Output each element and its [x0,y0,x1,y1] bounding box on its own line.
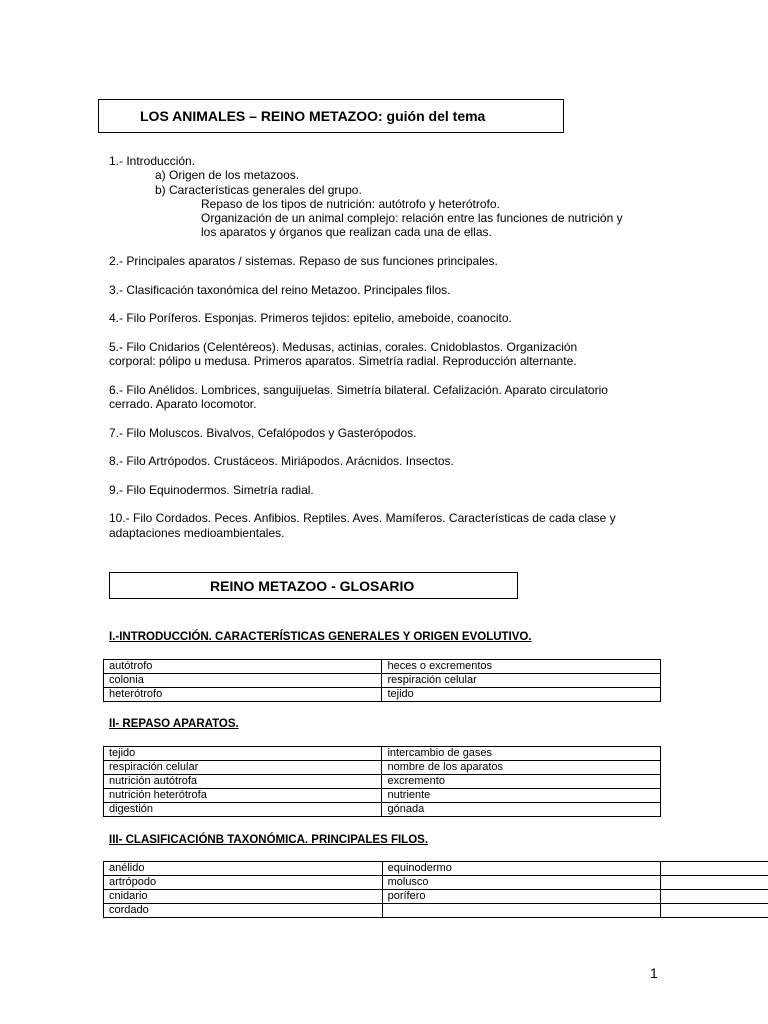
table-cell: tejido [104,747,382,761]
section-heading: I.-INTRODUCCIÓN. CARACTERÍSTICAS GENERALES Y ORIGEN EVOLUTIVO. [109,631,532,643]
glossary-title-box [109,572,518,599]
outline-item-continued: cerrado. Aparato locomotor. [109,397,257,412]
table-row [104,747,661,761]
table-row [104,688,661,702]
outline-item: 5.- Filo Cnidarios (Celentéreos). Medusas, actinias, corales. Cnidoblastos. Organización [109,339,578,354]
outline-subitem: los aparatos y órganos que realizan cada una de ellas. [201,225,492,240]
outline-item: 4.- Filo Poríferos. Esponjas. Primeros tejidos: epitelio, ameboide, coanocito. [109,311,512,326]
outline-item-continued: adaptaciones medioambientales. [109,525,285,540]
table-row [104,876,768,890]
outline-item: 6.- Filo Anélidos. Lombrices, sanguijuelas. Simetría bilateral. Cefalización. Aparato circulatorio [109,382,608,397]
outline-subitem: Repaso de los tipos de nutrición: autótrofo y heterótrofo. [201,196,500,211]
table-cell: cnidario [104,890,383,904]
table-cell: intercambio de gases [382,747,661,761]
table-cell: nutrición autótrofa [104,775,382,789]
table-cell: porífero [382,890,661,904]
outline-subitem: b) Características generales del grupo. [155,182,362,197]
table-row [104,862,768,876]
document-title: LOS ANIMALES – REINO METAZOO: guión del tema [140,108,486,124]
glossary-table [103,746,661,817]
table-cell: nutriente [382,789,661,803]
table-cell: heces o excrementos [382,660,661,674]
table-cell [382,904,661,918]
outline-item-continued: corporal: pólipo u medusa. Primeros aparatos. Simetría radial. Reproducción alternante. [109,354,577,369]
table-cell: digestión [104,803,382,817]
table-cell [661,876,768,890]
outline-item: 3.- Clasificación taxonómica del reino Metazoo. Principales filos. [109,282,451,297]
outline-item: 10.- Filo Cordados. Peces. Anfibios. Reptiles. Aves. Mamíferos. Características de cada clase y [109,511,616,526]
section-heading: III- CLASIFICACIÓNB TAXONÓMICA. PRINCIPALES FILOS. [109,834,429,846]
page-number: 1 [650,965,658,981]
table-cell: molusco [382,876,661,890]
table-cell: cordado [104,904,383,918]
outline-item: 1.- Introducción. [109,154,196,168]
table-cell [661,904,768,918]
section-heading: II- REPASO APARATOS. [109,718,239,730]
table-cell [661,862,768,876]
table-cell: autótrofo [104,660,382,674]
table-cell: respiración celular [382,674,661,688]
glossary-table [103,861,768,918]
outline-subitem: Organización de un animal complejo: relación entre las funciones de nutrición y [201,211,623,226]
table-row [104,789,661,803]
outline-item: 7.- Filo Moluscos. Bivalvos, Cefalópodos y Gasterópodos. [109,425,417,440]
table-cell: nombre de los aparatos [382,761,661,775]
table-row [104,775,661,789]
topic-outline [109,154,669,540]
table-row [104,674,661,688]
table-cell: colonia [104,674,382,688]
table-row [104,660,661,674]
table-row [104,761,661,775]
glossary-title: REINO METAZOO - GLOSARIO [210,577,415,594]
table-cell: anélido [104,862,383,876]
table-row [104,904,768,918]
table-cell: tejido [382,688,661,702]
glossary-table [103,659,661,702]
document-title-box [98,99,564,133]
table-cell: excremento [382,775,661,789]
table-cell: respiración celular [104,761,382,775]
table-cell: artrópodo [104,876,383,890]
outline-item: 9.- Filo Equinodermos. Simetría radial. [109,482,314,497]
table-row [104,890,768,904]
outline-item: 8.- Filo Artrópodos. Crustáceos. Miriápodos. Arácnidos. Insectos. [109,454,454,469]
table-cell: nutrición heterótrofa [104,789,382,803]
table-cell: gónada [382,803,661,817]
table-cell: heterótrofo [104,688,382,702]
outline-subitem: a) Origen de los metazoos. [155,168,300,183]
table-cell [661,890,768,904]
outline-item: 2.- Principales aparatos / sistemas. Repaso de sus funciones principales. [109,254,498,269]
table-row [104,803,661,817]
table-cell: equinodermo [382,862,661,876]
